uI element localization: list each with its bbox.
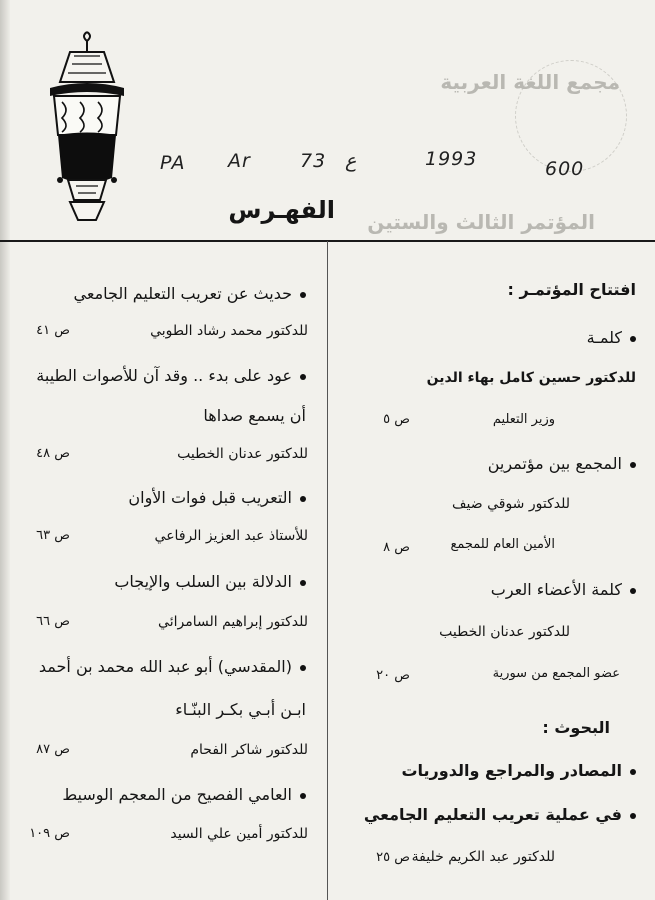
toc-entry: [114, 572, 306, 591]
column-divider: [327, 241, 328, 900]
handwritten-code-2: Ar: [228, 150, 251, 172]
entry-page: ص ٢٥: [376, 850, 410, 865]
bullet-icon: [630, 336, 636, 342]
bullet-icon: [300, 374, 306, 380]
bullet-icon: [300, 496, 306, 502]
entry-author: للدكتور أمين علي السيد: [170, 826, 308, 842]
toc-entry: [74, 284, 306, 303]
entry-page: ص ٥: [383, 412, 410, 427]
entry-title: (المقدسي) أبو عبد الله محمد بن أحمد: [38, 657, 292, 676]
toc-entry: [62, 785, 306, 804]
entry-title: كلمة الأعضاء العرب: [490, 580, 622, 599]
entry-role: وزير التعليم: [492, 412, 555, 427]
bullet-icon: [300, 793, 306, 799]
entry-title: في عملية تعريب التعليم الجامعي: [363, 805, 622, 824]
lantern-illustration: [40, 30, 135, 225]
bullet-icon: [300, 580, 306, 586]
section-heading-research: البحوث :: [542, 718, 610, 737]
entry-page: ص ٦٦: [36, 614, 70, 629]
entry-role: عضو المجمع من سورية: [492, 666, 620, 681]
handwritten-code-1: PA: [160, 152, 186, 174]
toc-entry: [401, 761, 636, 780]
toc-entry: [364, 805, 636, 824]
entry-title: المصادر والمراجع والدوريات: [401, 761, 622, 780]
entry-page: ص ٢٠: [376, 668, 410, 683]
entry-author: [412, 849, 555, 865]
section-heading-opening: افتتاح المؤتمـر :: [507, 280, 636, 299]
entry-author: للدكتور إبراهيم السامرائي: [158, 614, 308, 630]
entry-author: للدكتور شاكر الفحام: [190, 742, 308, 758]
entry-page: ص ٨٧: [36, 742, 70, 757]
bullet-icon: [630, 769, 636, 775]
toc-entry: [488, 454, 636, 473]
bullet-icon: [630, 813, 636, 819]
bullet-icon: [300, 292, 306, 298]
entry-title: العامي الفصيح من المعجم الوسيط: [62, 785, 292, 804]
handwritten-year: 1993: [425, 148, 478, 170]
toc-entry: [39, 657, 306, 676]
bullet-icon: [630, 462, 636, 468]
entry-author: للدكتور عدنان الخطيب: [439, 624, 570, 640]
entry-author: للدكتور شوقي ضيف: [452, 496, 570, 512]
entry-title: المجمع بين مؤتمرين: [487, 454, 622, 473]
entry-title: كلمـة: [586, 328, 622, 347]
entry-title-continued: أن يسمع صداها: [203, 406, 306, 425]
toc-entry: [36, 366, 306, 385]
entry-page: ص ٤١: [36, 323, 70, 338]
ghost-text-2: المؤتمر الثالث والستين: [367, 210, 595, 234]
handwritten-code-4: ع: [345, 150, 357, 172]
bullet-icon: [630, 588, 636, 594]
entry-author: للدكتور عدنان الخطيب: [177, 446, 308, 462]
entry-title: حديث عن تعريب التعليم الجامعي: [73, 284, 292, 303]
entry-author: للدكتور حسين كامل بهاء الدين: [426, 370, 636, 386]
handwritten-code-3: 73: [300, 150, 327, 172]
page-title: الفهـرس: [228, 196, 335, 224]
toc-entry: [587, 328, 636, 347]
bullet-icon: [300, 665, 306, 671]
entry-title: التعريب قبل فوات الأوان: [128, 488, 292, 507]
toc-entry: [491, 580, 636, 599]
entry-title-continued: ابـن أبـي بكـر البنّـاء: [175, 700, 306, 719]
entry-page: ص ٤٨: [36, 446, 70, 461]
entry-author-text: للدكتور عبد الكريم خليفة: [411, 849, 555, 865]
entry-page: ص ١٠٩: [29, 826, 70, 841]
entry-page: ص ٨: [383, 540, 410, 555]
ghost-text-1: مجمع اللغة العربية: [440, 70, 620, 94]
entry-role: الأمين العام للمجمع: [450, 537, 555, 552]
toc-entry: [128, 488, 306, 507]
entry-title: الدلالة بين السلب والإيجاب: [114, 572, 292, 591]
entry-page: ص ٦٣: [36, 528, 70, 543]
handwritten-number: 600: [545, 158, 585, 180]
page-fold-shadow: [0, 0, 10, 900]
entry-title: عود على بدء .. وقد آن للأصوات الطيبة: [36, 366, 292, 385]
entry-author: للأستاذ عبد العزيز الرفاعي: [154, 528, 308, 544]
entry-author: للدكتور محمد رشاد الطوبي: [150, 323, 308, 339]
